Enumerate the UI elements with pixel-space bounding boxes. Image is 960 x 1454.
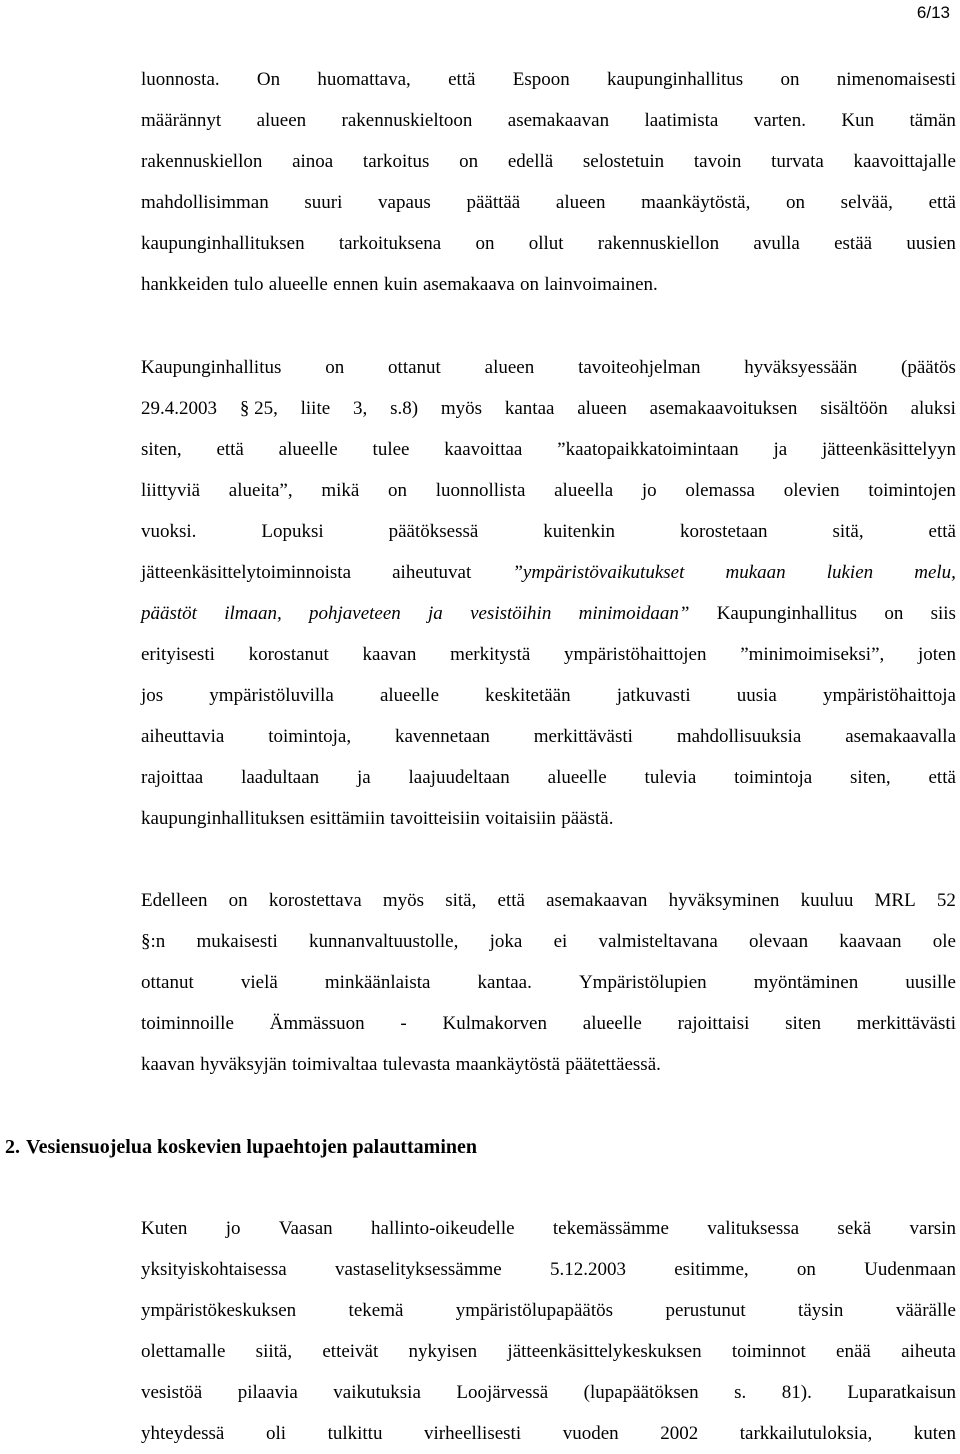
word: toiminnoille <box>141 1013 234 1034</box>
word: suuri <box>304 192 343 213</box>
text-line <box>141 962 956 1003</box>
word: aluksi <box>910 398 956 419</box>
page-number: 6/13 <box>916 3 950 22</box>
word: ottanut <box>388 357 441 378</box>
word: (päätös <box>901 357 956 378</box>
word: luonnosta. <box>141 69 220 90</box>
word: hyväksyjän <box>200 1054 287 1075</box>
word: on <box>459 151 479 172</box>
word: luonnollista <box>435 480 526 501</box>
word: rakennuskiellon <box>597 233 720 254</box>
word: Kaupunginhallitus <box>716 603 858 624</box>
word: kuin <box>383 274 418 295</box>
text-line <box>141 511 956 552</box>
word: mukaisesti <box>196 931 278 952</box>
word: yhteydessä <box>141 1423 225 1444</box>
word: yksityiskohtaisessa <box>141 1259 287 1280</box>
word: ja <box>356 767 371 788</box>
word: Espoon <box>512 69 570 90</box>
word: lainvoimainen. <box>544 274 658 295</box>
word: vuoden <box>562 1423 619 1444</box>
word: (lupapäätöksen <box>583 1382 699 1403</box>
word: keskitetään <box>485 685 571 706</box>
word: Kun <box>841 110 875 131</box>
word: aiheuta <box>901 1341 956 1362</box>
word: jatkuvasti <box>616 685 691 706</box>
word: alueelle <box>582 1013 642 1034</box>
word: on <box>796 1259 816 1280</box>
word: kantaa. <box>477 972 532 993</box>
word: liite <box>300 398 331 419</box>
paragraph <box>141 347 956 839</box>
word: Kulmakorven <box>442 1013 547 1034</box>
word: alueelle <box>268 274 328 295</box>
word: kaupunginhallitus <box>607 69 744 90</box>
word: toimintoja, <box>268 726 352 747</box>
word: vaikutuksia <box>333 1382 421 1403</box>
word: vapaus <box>378 192 431 213</box>
word: rajoittaa <box>141 767 204 788</box>
word: toiminnot <box>731 1341 806 1362</box>
word: ”ympäristövaikutukset <box>512 562 685 583</box>
word: laajuudeltaan <box>408 767 510 788</box>
word: 2002 <box>660 1423 699 1444</box>
word: huomattava, <box>317 69 411 90</box>
word: sisältöön <box>820 398 888 419</box>
word: asemakaavoituksen <box>649 398 798 419</box>
word: Ämmässuon <box>269 1013 365 1034</box>
word: kunnanvaltuustolle, <box>309 931 459 952</box>
word: maankäytöstä, <box>641 192 751 213</box>
word: korostettava <box>268 890 362 911</box>
text-line <box>141 388 956 429</box>
word: nimenomaisesti <box>836 69 956 90</box>
word: enää <box>836 1341 871 1362</box>
word: turvata <box>771 151 824 172</box>
word: 52 <box>936 890 956 911</box>
word: Uudenmaan <box>864 1259 956 1280</box>
word: olevien <box>783 480 840 501</box>
word: sitä, <box>832 521 864 542</box>
word: erityisesti <box>141 644 215 665</box>
word: ja <box>773 439 788 460</box>
text-line <box>141 880 956 921</box>
word: vastaselityksessämme <box>334 1259 502 1280</box>
word: olettamalle <box>141 1341 226 1362</box>
word: pohjaveteen <box>308 603 401 624</box>
word: On <box>256 69 281 90</box>
word: kaupunginhallituksen <box>141 233 305 254</box>
word: 81). <box>781 1382 812 1403</box>
word: täysin <box>798 1300 844 1321</box>
word: esitimme, <box>674 1259 749 1280</box>
word: siitä, <box>255 1341 293 1362</box>
paragraph <box>141 880 956 1085</box>
word: tarkoituksena <box>338 233 442 254</box>
word: Lopuksi <box>261 521 324 542</box>
word: asemakaava <box>422 274 515 295</box>
text-line <box>141 223 956 264</box>
word: alueelle <box>278 439 338 460</box>
word: merkitystä <box>450 644 531 665</box>
word: Edelleen <box>141 890 208 911</box>
word: jätteenkäsittelyyn <box>821 439 956 460</box>
text-line <box>141 470 956 511</box>
word: virheellisesti <box>424 1423 522 1444</box>
word: 3, <box>353 398 368 419</box>
word: sitä, <box>445 890 477 911</box>
word: MRL <box>874 890 916 911</box>
word: on <box>780 69 800 90</box>
text-line <box>141 429 956 470</box>
word: minkäänlaista <box>324 972 431 993</box>
word: § 25, <box>239 398 278 419</box>
word: kaavan <box>141 1054 195 1075</box>
word: päättää <box>466 192 521 213</box>
word: siten, <box>850 767 891 788</box>
word: mahdollisuuksia <box>676 726 802 747</box>
word: tekemä <box>348 1300 404 1321</box>
word: joka <box>489 931 523 952</box>
word: asemakaavalla <box>845 726 956 747</box>
word: alueella <box>554 480 614 501</box>
word: vesistöä <box>141 1382 203 1403</box>
word: kaavoittaa <box>444 439 523 460</box>
text-line <box>141 1003 956 1044</box>
word: alueen <box>577 398 627 419</box>
word: voitaisiin <box>485 808 556 829</box>
word: olemassa <box>685 480 755 501</box>
word: avulla <box>753 233 800 254</box>
word: hyväksyessään <box>744 357 858 378</box>
word: alueelle <box>379 685 440 706</box>
word: hankkeiden <box>141 274 229 295</box>
word: 5.12.2003 <box>549 1259 626 1280</box>
section-heading <box>0 1127 477 1167</box>
word: myös <box>440 398 483 419</box>
word: alueen <box>555 192 606 213</box>
text-line <box>141 141 956 182</box>
word: esittämiin <box>309 808 385 829</box>
word: minimoidaan” <box>578 603 690 624</box>
word: 29.4.2003 <box>141 398 217 419</box>
word: kuitenkin <box>543 521 616 542</box>
word: Loojärvessä <box>456 1382 549 1403</box>
text-line <box>141 1249 956 1290</box>
text-line <box>141 59 956 100</box>
word: Vaasan <box>278 1218 333 1239</box>
word: tavoiteohjelman <box>578 357 701 378</box>
word: ympäristöluvilla <box>209 685 334 706</box>
word: päätöksessä <box>388 521 479 542</box>
word: että <box>928 192 956 213</box>
word: etteivät <box>322 1341 379 1362</box>
word: ympäristöhaittoja <box>822 685 956 706</box>
word: väärälle <box>895 1300 956 1321</box>
word: laadultaan <box>241 767 320 788</box>
word: edellä <box>507 151 554 172</box>
word: kaavoittajalle <box>853 151 956 172</box>
word: rakennuskiellon <box>141 151 263 172</box>
word: mahdollisimman <box>141 192 269 213</box>
word: korostanut <box>248 644 329 665</box>
word: on <box>520 274 540 295</box>
word: kaavaan <box>839 931 902 952</box>
word: aiheuttavia <box>141 726 225 747</box>
word: ei <box>553 931 568 952</box>
word: korostetaan <box>679 521 768 542</box>
word: siten, <box>141 439 182 460</box>
word: että <box>497 890 525 911</box>
word: jo <box>641 480 657 501</box>
word: perustunut <box>665 1300 746 1321</box>
word: pilaavia <box>237 1382 298 1403</box>
word: että <box>928 767 956 788</box>
word: tulevasta <box>382 1054 451 1075</box>
paragraph <box>141 1208 956 1454</box>
word: toimintoja <box>734 767 813 788</box>
word: olevaan <box>748 931 809 952</box>
word: sekä <box>837 1218 872 1239</box>
word: tulee <box>372 439 410 460</box>
word: varsin <box>909 1218 956 1239</box>
word: selvää, <box>840 192 893 213</box>
word: ”kaatopaikkatoimintaan <box>557 439 739 460</box>
word: määrännyt <box>141 110 222 131</box>
word: merkittävästi <box>856 1013 956 1034</box>
word: uusien <box>906 233 956 254</box>
text-line <box>141 593 956 634</box>
word: tarkoitus <box>362 151 430 172</box>
word: valmisteltavana <box>598 931 718 952</box>
word: tulo <box>233 274 264 295</box>
word: kantaa <box>504 398 555 419</box>
word: asemakaavan <box>546 890 648 911</box>
word: Kuten <box>141 1218 188 1239</box>
word: hallinto-oikeudelle <box>371 1218 515 1239</box>
text-line <box>141 347 956 388</box>
word: Kaupunginhallitus <box>141 357 282 378</box>
section-title: Vesiensuojelua koskevien lupaehtojen palauttaminen <box>26 1136 477 1158</box>
word: jätteenkäsittelytoiminnoista <box>141 562 352 583</box>
word: kavennetaan <box>394 726 490 747</box>
word: ja <box>428 603 443 624</box>
word: tämän <box>909 110 956 131</box>
word: päätettäessä. <box>565 1054 661 1075</box>
word: ”minimoimiseksi”, <box>740 644 885 665</box>
word: alueita”, <box>228 480 293 501</box>
word: tulkittu <box>327 1423 383 1444</box>
text-line <box>141 264 956 305</box>
text-line <box>141 182 956 223</box>
word: kuuluu <box>800 890 854 911</box>
word: ottanut <box>141 972 194 993</box>
text-line <box>141 1372 956 1413</box>
word: varten. <box>753 110 806 131</box>
word: tavoin <box>693 151 742 172</box>
text-line <box>141 1208 956 1249</box>
word: tekemässämme <box>552 1218 669 1239</box>
word: päästöt <box>141 603 197 624</box>
word: Ympäristölupien <box>578 972 707 993</box>
text-line <box>141 100 956 141</box>
word: ollut <box>528 233 564 254</box>
word: mikä <box>321 480 360 501</box>
section-number: 2. <box>5 1136 20 1158</box>
word: melu, <box>914 562 956 583</box>
text-line <box>141 1044 956 1085</box>
word: rakennuskieltoon <box>341 110 473 131</box>
word: on <box>786 192 806 213</box>
paragraph <box>141 59 956 305</box>
word: maankäytöstä <box>455 1054 561 1075</box>
word: mukaan <box>725 562 786 583</box>
word: §:n <box>141 931 166 952</box>
word: alueen <box>256 110 307 131</box>
word: toimintojen <box>868 480 956 501</box>
word: vuoksi. <box>141 521 197 542</box>
word: tulevia <box>644 767 697 788</box>
word: merkittävästi <box>533 726 633 747</box>
word: liittyviä <box>141 480 201 501</box>
word: kuten <box>913 1423 956 1444</box>
word: joten <box>918 644 956 665</box>
word: alueen <box>484 357 535 378</box>
word: estää <box>834 233 873 254</box>
word: ympäristölupapäätös <box>455 1300 614 1321</box>
word: rajoittaisi <box>677 1013 750 1034</box>
word: lukien <box>826 562 874 583</box>
word: jätteenkäsittelykeskuksen <box>507 1341 702 1362</box>
word: jos <box>141 685 164 706</box>
word: uusia <box>736 685 777 706</box>
text-line <box>141 675 956 716</box>
word: on <box>228 890 248 911</box>
word: uusille <box>905 972 956 993</box>
text-line <box>141 798 956 839</box>
word: ole <box>932 931 956 952</box>
word: ympäristöhaittojen <box>564 644 707 665</box>
word: nykyisen <box>408 1341 478 1362</box>
word: laatimista <box>644 110 719 131</box>
word: siis <box>930 603 956 624</box>
text-line <box>141 921 956 962</box>
word: oli <box>265 1423 286 1444</box>
text-line <box>141 716 956 757</box>
word: jo <box>225 1218 241 1239</box>
word: alueelle <box>547 767 607 788</box>
word: asemakaavan <box>507 110 610 131</box>
text-line <box>141 634 956 675</box>
word: kaavan <box>362 644 417 665</box>
text-line <box>141 1290 956 1331</box>
word: myöntäminen <box>753 972 859 993</box>
word: tavoitteisiin <box>390 808 480 829</box>
text-line <box>141 552 956 593</box>
word: ennen <box>333 274 379 295</box>
word: että <box>216 439 244 460</box>
word: selostetuin <box>582 151 665 172</box>
word: toimivaltaa <box>291 1054 378 1075</box>
word: ilmaan, <box>224 603 282 624</box>
text-line <box>141 1331 956 1372</box>
word: että <box>928 521 956 542</box>
word: tarkkailutuloksia, <box>739 1423 873 1444</box>
text-line <box>141 757 956 798</box>
word: on <box>325 357 345 378</box>
word: siten <box>785 1013 822 1034</box>
word: hyväksyminen <box>668 890 780 911</box>
word: aiheutuvat <box>392 562 472 583</box>
word: ympäristökeskuksen <box>141 1300 297 1321</box>
word: on <box>884 603 904 624</box>
word: päästä. <box>561 808 614 829</box>
text-line <box>141 1413 956 1454</box>
word: vielä <box>240 972 278 993</box>
word: Luparatkaisun <box>847 1382 956 1403</box>
word: ainoa <box>292 151 334 172</box>
word: s. <box>734 1382 747 1403</box>
word: - <box>400 1013 407 1034</box>
word: myös <box>382 890 425 911</box>
word: s.8) <box>390 398 419 419</box>
word: valituksessa <box>707 1218 800 1239</box>
word: kaupunginhallituksen <box>141 808 305 829</box>
word: että <box>448 69 476 90</box>
word: on <box>388 480 407 501</box>
word: on <box>475 233 495 254</box>
word: vesistöihin <box>470 603 552 624</box>
